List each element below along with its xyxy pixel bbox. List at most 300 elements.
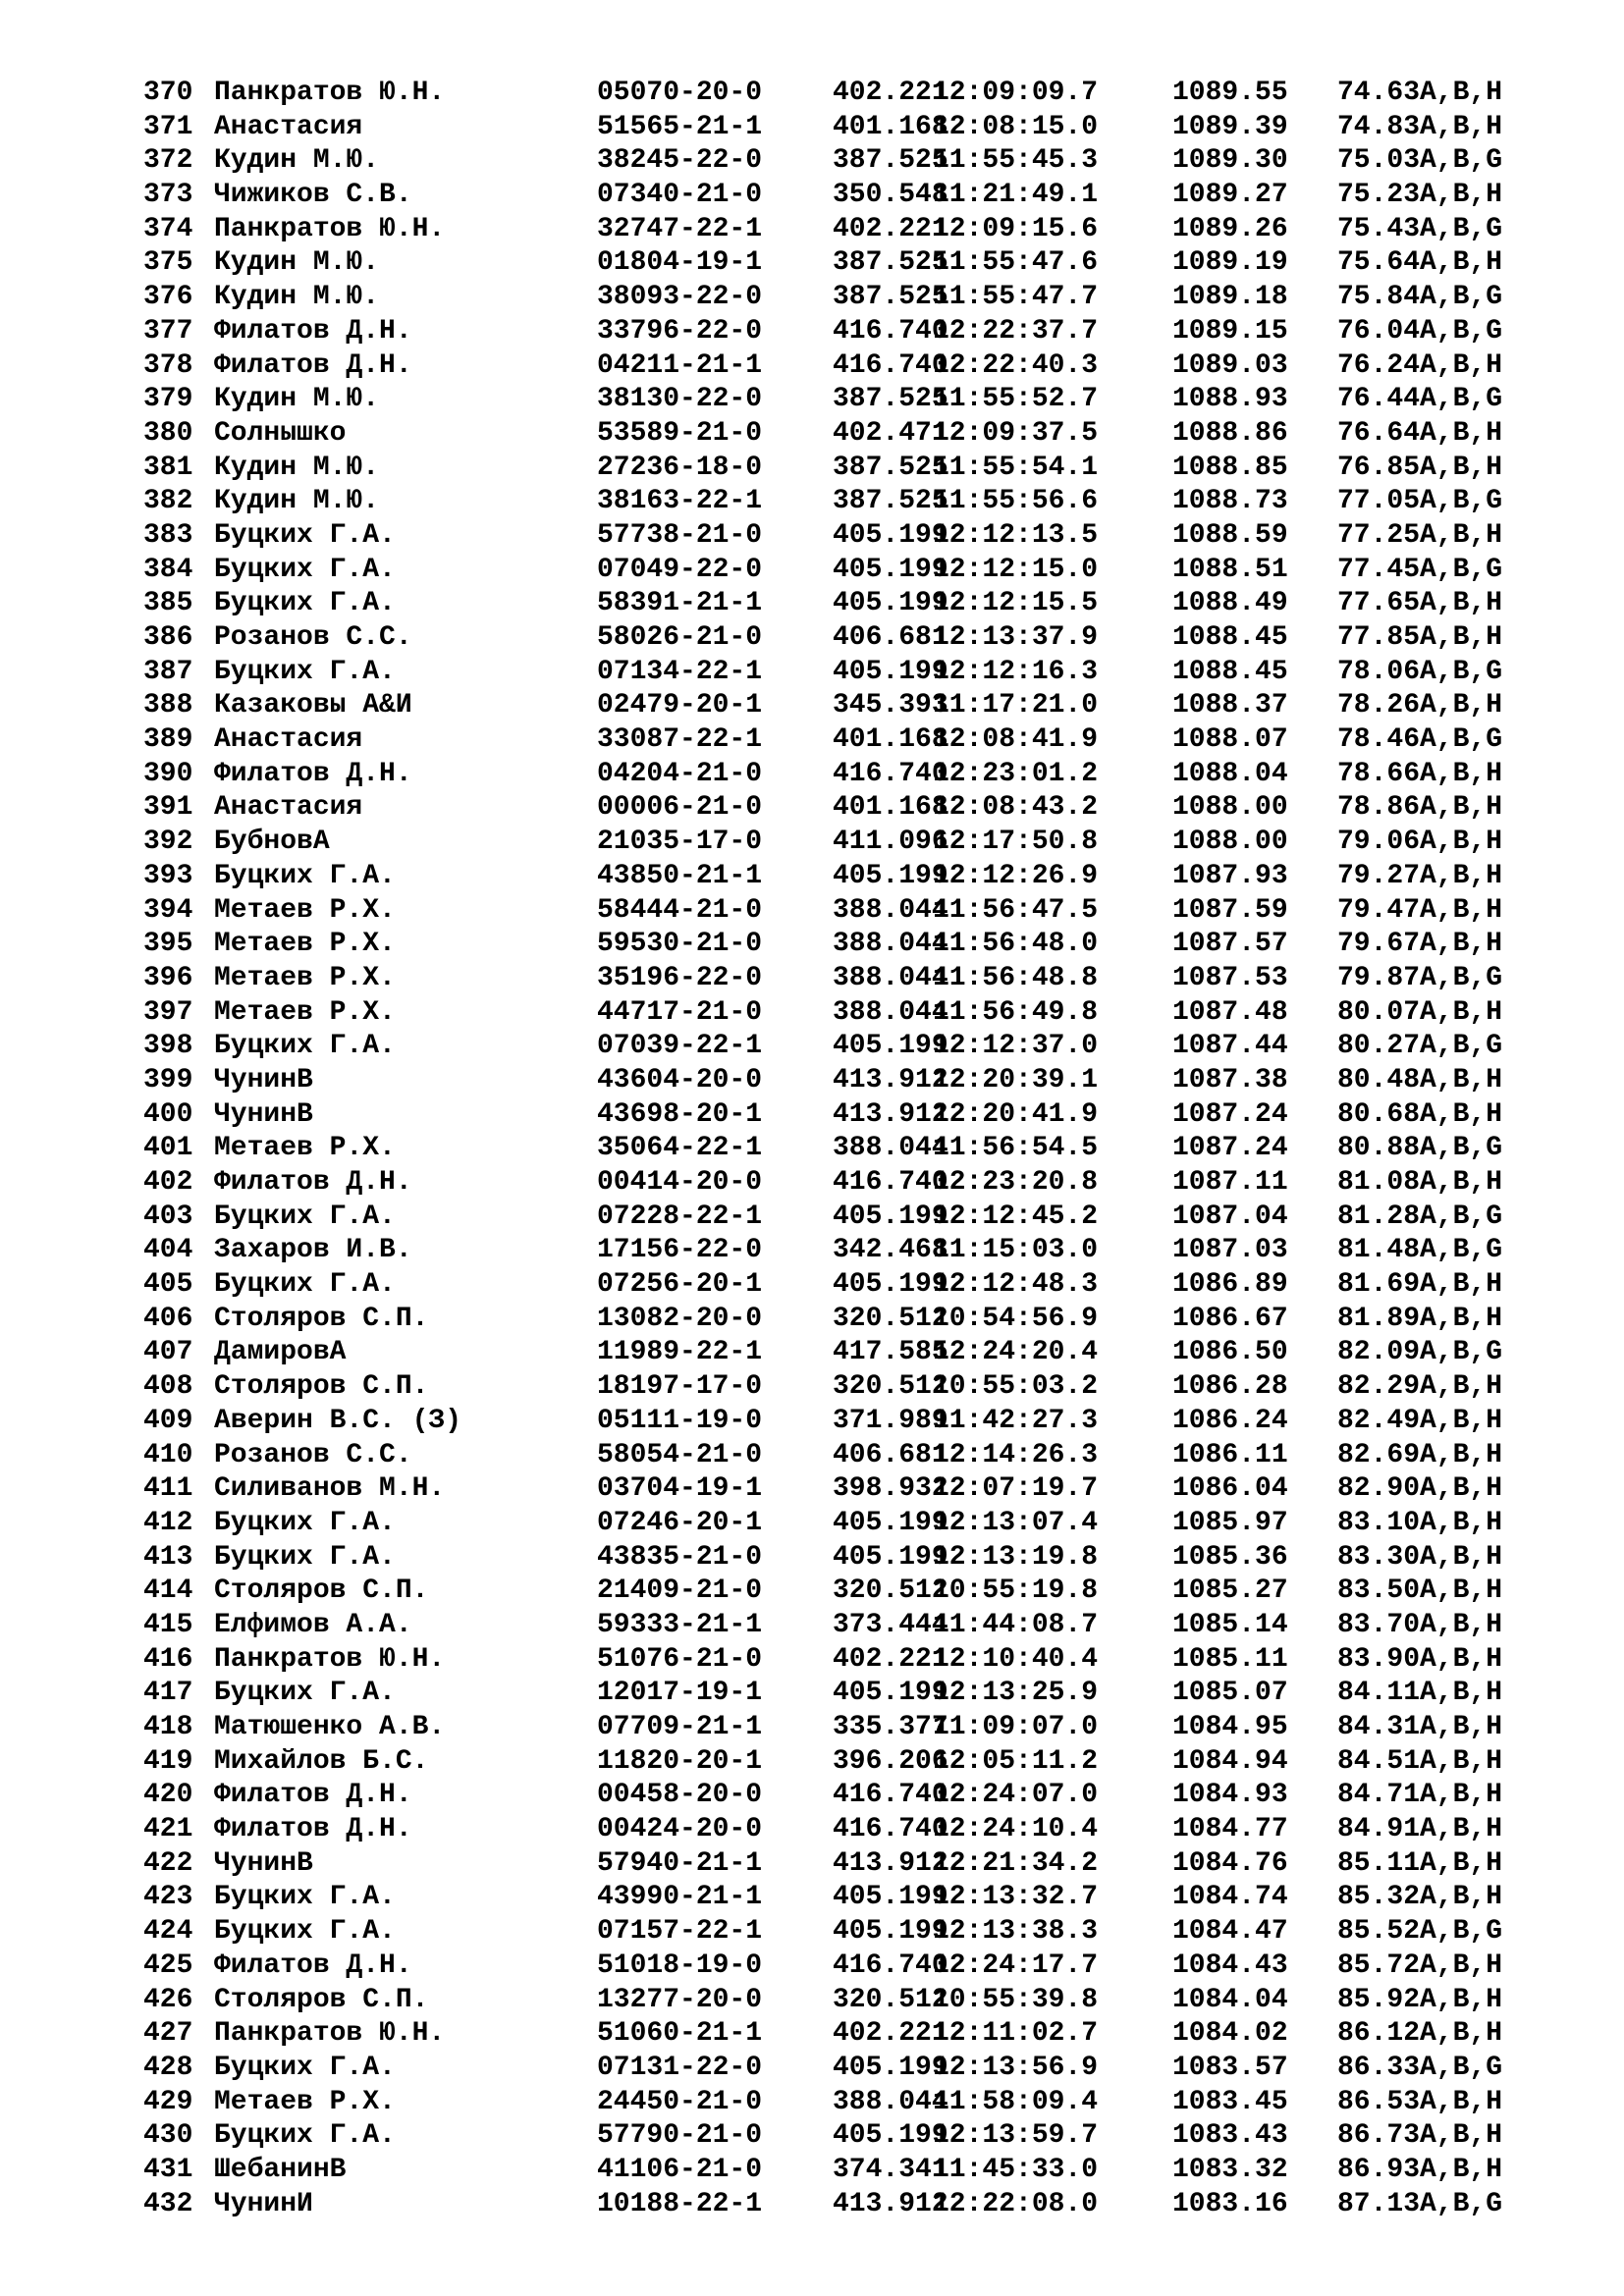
coefficient-cell: 84.51 (1337, 1745, 1421, 1777)
arrival-time-cell: 11:55:45.3 (933, 145, 1099, 177)
ring-number-cell: 57738-21-0 (597, 519, 763, 551)
speed-cell: 1088.85 (1172, 452, 1288, 483)
ring-number-cell: 07256-20-1 (597, 1269, 763, 1301)
coefficient-cell: 87.13 (1337, 2188, 1421, 2219)
speed-cell: 1087.59 (1172, 894, 1288, 926)
result-row (143, 2154, 1557, 2188)
groups-cell: A,B,H (1420, 1745, 1503, 1777)
speed-cell: 1084.43 (1172, 1949, 1288, 1981)
groups-cell: A,B,H (1420, 519, 1503, 551)
result-row (143, 77, 1557, 111)
ring-number-cell: 43604-20-0 (597, 1064, 763, 1095)
coefficient-cell: 86.12 (1337, 2018, 1421, 2050)
arrival-time-cell: 12:22:40.3 (933, 349, 1099, 381)
ring-number-cell: 33796-22-0 (597, 315, 763, 347)
groups-cell: A,B,H (1420, 1098, 1503, 1130)
place-cell: 383 (143, 519, 193, 551)
groups-cell: A,B,G (1420, 145, 1503, 177)
distance-cell: 416.740 (833, 1814, 948, 1845)
result-row (143, 758, 1557, 792)
distance-cell: 388.044 (833, 929, 948, 960)
speed-cell: 1084.76 (1172, 1847, 1288, 1879)
speed-cell: 1089.27 (1172, 180, 1288, 211)
ring-number-cell: 07157-22-1 (597, 1916, 763, 1948)
coefficient-cell: 80.48 (1337, 1064, 1421, 1095)
distance-cell: 373.444 (833, 1609, 948, 1640)
groups-cell: A,B,G (1420, 2188, 1503, 2219)
groups-cell: A,B,H (1420, 860, 1503, 891)
speed-cell: 1088.49 (1172, 588, 1288, 619)
speed-cell: 1087.57 (1172, 929, 1288, 960)
place-cell: 404 (143, 1235, 193, 1266)
groups-cell: A,B,H (1420, 349, 1503, 381)
ring-number-cell: 35196-22-0 (597, 962, 763, 993)
fancier-name-cell: Столяров С.П. (214, 1371, 429, 1403)
result-row (143, 383, 1557, 417)
distance-cell: 388.044 (833, 2086, 948, 2117)
fancier-name-cell: Кудин М.Ю. (214, 486, 380, 517)
fancier-name-cell: Матюшенко А.В. (214, 1712, 446, 1742)
speed-cell: 1084.93 (1172, 1780, 1288, 1811)
fancier-name-cell: Анастасия (214, 724, 363, 756)
fancier-name-cell: Солнышко (214, 417, 347, 449)
ring-number-cell: 33087-22-1 (597, 724, 763, 756)
ring-number-cell: 07340-21-0 (597, 180, 763, 211)
ring-number-cell: 13277-20-0 (597, 1984, 763, 2015)
ring-number-cell: 12017-19-1 (597, 1678, 763, 1709)
groups-cell: A,B,H (1420, 996, 1503, 1028)
speed-cell: 1089.18 (1172, 282, 1288, 313)
ring-number-cell: 43850-21-1 (597, 860, 763, 891)
result-row (143, 111, 1557, 145)
speed-cell: 1086.50 (1172, 1337, 1288, 1368)
arrival-time-cell: 12:13:38.3 (933, 1916, 1099, 1948)
arrival-time-cell: 12:13:19.8 (933, 1541, 1099, 1573)
coefficient-cell: 74.63 (1337, 78, 1421, 108)
arrival-time-cell: 12:13:07.4 (933, 1507, 1099, 1538)
speed-cell: 1084.95 (1172, 1712, 1288, 1742)
distance-cell: 402.221 (833, 78, 948, 108)
distance-cell: 405.199 (833, 1916, 948, 1948)
distance-cell: 416.740 (833, 1167, 948, 1198)
arrival-time-cell: 12:12:26.9 (933, 860, 1099, 891)
arrival-time-cell: 12:12:13.5 (933, 519, 1099, 551)
ring-number-cell: 11989-22-1 (597, 1337, 763, 1368)
fancier-name-cell: Метаев Р.Х. (214, 929, 396, 960)
distance-cell: 416.740 (833, 349, 948, 381)
result-row (143, 860, 1557, 894)
groups-cell: A,B,H (1420, 1814, 1503, 1845)
distance-cell: 416.740 (833, 1780, 948, 1811)
distance-cell: 405.199 (833, 860, 948, 891)
coefficient-cell: 86.53 (1337, 2086, 1421, 2117)
groups-cell: A,B,H (1420, 1882, 1503, 1913)
fancier-name-cell: Михайлов Б.С. (214, 1745, 429, 1777)
place-cell: 371 (143, 111, 193, 142)
fancier-name-cell: Розанов С.С. (214, 1439, 412, 1470)
groups-cell: A,B,H (1420, 894, 1503, 926)
groups-cell: A,B,H (1420, 1949, 1503, 1981)
distance-cell: 413.912 (833, 1847, 948, 1879)
place-cell: 431 (143, 2154, 193, 2185)
result-row (143, 1405, 1557, 1439)
result-row (143, 1984, 1557, 2018)
speed-cell: 1083.45 (1172, 2086, 1288, 2117)
arrival-time-cell: 11:55:54.1 (933, 452, 1099, 483)
groups-cell: A,B,H (1420, 247, 1503, 279)
arrival-time-cell: 12:21:34.2 (933, 1847, 1099, 1879)
place-cell: 425 (143, 1949, 193, 1981)
distance-cell: 320.512 (833, 1984, 948, 2015)
arrival-time-cell: 12:09:37.5 (933, 417, 1099, 449)
place-cell: 422 (143, 1847, 193, 1879)
speed-cell: 1085.97 (1172, 1507, 1288, 1538)
coefficient-cell: 79.47 (1337, 894, 1421, 926)
fancier-name-cell: Метаев Р.Х. (214, 996, 396, 1028)
ring-number-cell: 27236-18-0 (597, 452, 763, 483)
speed-cell: 1089.26 (1172, 213, 1288, 244)
distance-cell: 320.512 (833, 1303, 948, 1334)
groups-cell: A,B,H (1420, 1405, 1503, 1436)
place-cell: 407 (143, 1337, 193, 1368)
distance-cell: 401.168 (833, 792, 948, 824)
coefficient-cell: 75.23 (1337, 180, 1421, 211)
speed-cell: 1083.57 (1172, 2052, 1288, 2083)
groups-cell: A,B,G (1420, 1133, 1503, 1164)
ring-number-cell: 00006-21-0 (597, 792, 763, 824)
groups-cell: A,B,H (1420, 452, 1503, 483)
speed-cell: 1088.00 (1172, 792, 1288, 824)
distance-cell: 398.932 (833, 1473, 948, 1505)
arrival-time-cell: 11:56:47.5 (933, 894, 1099, 926)
coefficient-cell: 76.44 (1337, 384, 1421, 415)
coefficient-cell: 81.89 (1337, 1303, 1421, 1334)
result-row (143, 485, 1557, 519)
place-cell: 424 (143, 1916, 193, 1948)
result-row (143, 144, 1557, 179)
ring-number-cell: 35064-22-1 (597, 1133, 763, 1164)
place-cell: 406 (143, 1303, 193, 1334)
place-cell: 380 (143, 417, 193, 449)
arrival-time-cell: 12:09:09.7 (933, 78, 1099, 108)
fancier-name-cell: Буцких Г.А. (214, 1678, 396, 1709)
fancier-name-cell: Розанов С.С. (214, 622, 412, 653)
result-row (143, 894, 1557, 929)
arrival-time-cell: 12:22:08.0 (933, 2188, 1099, 2219)
result-row (143, 962, 1557, 996)
result-row (143, 1813, 1557, 1847)
result-row (143, 1507, 1557, 1541)
arrival-time-cell: 11:17:21.0 (933, 690, 1099, 721)
fancier-name-cell: ЧунинИ (214, 2188, 313, 2219)
result-row (143, 281, 1557, 315)
speed-cell: 1087.44 (1172, 1031, 1288, 1062)
coefficient-cell: 83.70 (1337, 1609, 1421, 1640)
distance-cell: 405.199 (833, 1269, 948, 1301)
ring-number-cell: 43990-21-1 (597, 1882, 763, 1913)
coefficient-cell: 84.71 (1337, 1780, 1421, 1811)
groups-cell: A,B,G (1420, 1235, 1503, 1266)
ring-number-cell: 05070-20-0 (597, 78, 763, 108)
arrival-time-cell: 11:55:52.7 (933, 384, 1099, 415)
arrival-time-cell: 12:10:40.4 (933, 1643, 1099, 1675)
arrival-time-cell: 12:08:15.0 (933, 111, 1099, 142)
speed-cell: 1087.53 (1172, 962, 1288, 993)
arrival-time-cell: 12:23:20.8 (933, 1167, 1099, 1198)
place-cell: 377 (143, 315, 193, 347)
place-cell: 396 (143, 962, 193, 993)
result-row (143, 452, 1557, 486)
coefficient-cell: 85.11 (1337, 1847, 1421, 1879)
result-row (143, 554, 1557, 588)
arrival-time-cell: 12:24:10.4 (933, 1814, 1099, 1845)
speed-cell: 1086.11 (1172, 1439, 1288, 1470)
result-row (143, 213, 1557, 247)
speed-cell: 1086.04 (1172, 1473, 1288, 1505)
speed-cell: 1088.45 (1172, 656, 1288, 687)
ring-number-cell: 51565-21-1 (597, 111, 763, 142)
ring-number-cell: 24450-21-0 (597, 2086, 763, 2117)
coefficient-cell: 86.33 (1337, 2052, 1421, 2083)
groups-cell: A,B,H (1420, 1507, 1503, 1538)
distance-cell: 413.912 (833, 1064, 948, 1095)
place-cell: 417 (143, 1678, 193, 1709)
distance-cell: 406.681 (833, 1439, 948, 1470)
distance-cell: 416.740 (833, 315, 948, 347)
place-cell: 408 (143, 1371, 193, 1403)
distance-cell: 406.681 (833, 622, 948, 653)
fancier-name-cell: Буцких Г.А. (214, 1201, 396, 1232)
fancier-name-cell: Кудин М.Ю. (214, 384, 380, 415)
groups-cell: A,B,H (1420, 2154, 1503, 2185)
place-cell: 418 (143, 1712, 193, 1742)
place-cell: 427 (143, 2018, 193, 2050)
arrival-time-cell: 12:13:32.7 (933, 1882, 1099, 1913)
fancier-name-cell: Буцких Г.А. (214, 2120, 396, 2152)
groups-cell: A,B,H (1420, 2018, 1503, 2050)
fancier-name-cell: ЧунинВ (214, 1847, 313, 1879)
distance-cell: 388.044 (833, 894, 948, 926)
speed-cell: 1087.11 (1172, 1167, 1288, 1198)
place-cell: 376 (143, 282, 193, 313)
distance-cell: 416.740 (833, 758, 948, 789)
place-cell: 415 (143, 1609, 193, 1640)
arrival-time-cell: 12:12:45.2 (933, 1201, 1099, 1232)
place-cell: 411 (143, 1473, 193, 1505)
distance-cell: 374.341 (833, 2154, 948, 2185)
coefficient-cell: 81.69 (1337, 1269, 1421, 1301)
result-row (143, 1064, 1557, 1098)
distance-cell: 417.585 (833, 1337, 948, 1368)
speed-cell: 1087.93 (1172, 860, 1288, 891)
groups-cell: A,B,G (1420, 724, 1503, 756)
place-cell: 419 (143, 1745, 193, 1777)
result-row (143, 1166, 1557, 1201)
ring-number-cell: 53589-21-0 (597, 417, 763, 449)
arrival-time-cell: 12:17:50.8 (933, 827, 1099, 858)
result-row (143, 1268, 1557, 1303)
result-row (143, 656, 1557, 690)
distance-cell: 371.989 (833, 1405, 948, 1436)
speed-cell: 1084.77 (1172, 1814, 1288, 1845)
distance-cell: 405.199 (833, 1541, 948, 1573)
fancier-name-cell: Столяров С.П. (214, 1984, 429, 2015)
place-cell: 420 (143, 1780, 193, 1811)
groups-cell: A,B,H (1420, 827, 1503, 858)
arrival-time-cell: 12:20:41.9 (933, 1098, 1099, 1130)
fancier-name-cell: Анастасия (214, 111, 363, 142)
distance-cell: 405.199 (833, 656, 948, 687)
speed-cell: 1084.94 (1172, 1745, 1288, 1777)
speed-cell: 1084.02 (1172, 2018, 1288, 2050)
coefficient-cell: 83.10 (1337, 1507, 1421, 1538)
speed-cell: 1086.67 (1172, 1303, 1288, 1334)
fancier-name-cell: Аверин В.С. (З) (214, 1405, 462, 1436)
coefficient-cell: 84.91 (1337, 1814, 1421, 1845)
fancier-name-cell: Буцких Г.А. (214, 2052, 396, 2083)
place-cell: 395 (143, 929, 193, 960)
arrival-time-cell: 12:24:07.0 (933, 1780, 1099, 1811)
result-row (143, 349, 1557, 384)
arrival-time-cell: 11:58:09.4 (933, 2086, 1099, 2117)
fancier-name-cell: Столяров С.П. (214, 1303, 429, 1334)
speed-cell: 1083.16 (1172, 2188, 1288, 2219)
speed-cell: 1088.37 (1172, 690, 1288, 721)
coefficient-cell: 77.45 (1337, 554, 1421, 585)
coefficient-cell: 77.65 (1337, 588, 1421, 619)
coefficient-cell: 86.93 (1337, 2154, 1421, 2185)
result-row (143, 2119, 1557, 2154)
fancier-name-cell: Филатов Д.Н. (214, 1780, 412, 1811)
distance-cell: 388.044 (833, 1133, 948, 1164)
result-row (143, 723, 1557, 758)
groups-cell: A,B,G (1420, 656, 1503, 687)
speed-cell: 1088.45 (1172, 622, 1288, 653)
coefficient-cell: 80.27 (1337, 1031, 1421, 1062)
place-cell: 384 (143, 554, 193, 585)
coefficient-cell: 80.88 (1337, 1133, 1421, 1164)
groups-cell: A,B,H (1420, 78, 1503, 108)
fancier-name-cell: Филатов Д.Н. (214, 1814, 412, 1845)
result-row (143, 1881, 1557, 1915)
distance-cell: 405.199 (833, 2052, 948, 2083)
speed-cell: 1087.48 (1172, 996, 1288, 1028)
groups-cell: A,B,H (1420, 758, 1503, 789)
fancier-name-cell: Буцких Г.А. (214, 519, 396, 551)
groups-cell: A,B,G (1420, 384, 1503, 415)
coefficient-cell: 83.30 (1337, 1541, 1421, 1573)
arrival-time-cell: 12:09:15.6 (933, 213, 1099, 244)
groups-cell: A,B,H (1420, 588, 1503, 619)
speed-cell: 1089.19 (1172, 247, 1288, 279)
ring-number-cell: 59530-21-0 (597, 929, 763, 960)
ring-number-cell: 07709-21-1 (597, 1712, 763, 1742)
distance-cell: 405.199 (833, 1031, 948, 1062)
speed-cell: 1085.14 (1172, 1609, 1288, 1640)
place-cell: 398 (143, 1031, 193, 1062)
coefficient-cell: 85.92 (1337, 1984, 1421, 2015)
groups-cell: A,B,H (1420, 929, 1503, 960)
ring-number-cell: 38245-22-0 (597, 145, 763, 177)
arrival-time-cell: 12:12:15.5 (933, 588, 1099, 619)
place-cell: 382 (143, 486, 193, 517)
place-cell: 399 (143, 1064, 193, 1095)
groups-cell: A,B,H (1420, 1064, 1503, 1095)
place-cell: 370 (143, 78, 193, 108)
coefficient-cell: 75.03 (1337, 145, 1421, 177)
arrival-time-cell: 12:13:56.9 (933, 2052, 1099, 2083)
place-cell: 402 (143, 1167, 193, 1198)
distance-cell: 413.912 (833, 2188, 948, 2219)
result-row (143, 1098, 1557, 1133)
result-row (143, 246, 1557, 281)
coefficient-cell: 80.07 (1337, 996, 1421, 1028)
fancier-name-cell: Панкратов Ю.Н. (214, 2018, 446, 2050)
fancier-name-cell: Панкратов Ю.Н. (214, 1643, 446, 1675)
fancier-name-cell: ЧунинВ (214, 1064, 313, 1095)
arrival-time-cell: 12:07:19.7 (933, 1473, 1099, 1505)
arrival-time-cell: 11:56:49.8 (933, 996, 1099, 1028)
arrival-time-cell: 12:24:20.4 (933, 1337, 1099, 1368)
arrival-time-cell: 11:09:07.0 (933, 1712, 1099, 1742)
speed-cell: 1088.86 (1172, 417, 1288, 449)
arrival-time-cell: 12:13:25.9 (933, 1678, 1099, 1709)
result-row (143, 791, 1557, 826)
groups-cell: A,B,H (1420, 1984, 1503, 2015)
result-row (143, 1370, 1557, 1405)
fancier-name-cell: Буцких Г.А. (214, 860, 396, 891)
distance-cell: 402.221 (833, 1643, 948, 1675)
coefficient-cell: 76.04 (1337, 315, 1421, 347)
groups-cell: A,B,G (1420, 1201, 1503, 1232)
result-row (143, 1847, 1557, 1882)
place-cell: 385 (143, 588, 193, 619)
arrival-time-cell: 11:55:56.6 (933, 486, 1099, 517)
place-cell: 428 (143, 2052, 193, 2083)
coefficient-cell: 80.68 (1337, 1098, 1421, 1130)
distance-cell: 335.377 (833, 1712, 948, 1742)
coefficient-cell: 75.43 (1337, 213, 1421, 244)
result-row (143, 1677, 1557, 1711)
result-row (143, 2017, 1557, 2052)
distance-cell: 405.199 (833, 1678, 948, 1709)
arrival-time-cell: 11:56:54.5 (933, 1133, 1099, 1164)
ring-number-cell: 07134-22-1 (597, 656, 763, 687)
ring-number-cell: 03704-19-1 (597, 1473, 763, 1505)
ring-number-cell: 51018-19-0 (597, 1949, 763, 1981)
fancier-name-cell: Метаев Р.Х. (214, 894, 396, 926)
groups-cell: A,B,H (1420, 622, 1503, 653)
arrival-time-cell: 12:05:11.2 (933, 1745, 1099, 1777)
arrival-time-cell: 12:12:15.0 (933, 554, 1099, 585)
ring-number-cell: 17156-22-0 (597, 1235, 763, 1266)
distance-cell: 401.168 (833, 724, 948, 756)
arrival-time-cell: 11:42:27.3 (933, 1405, 1099, 1436)
ring-number-cell: 59333-21-1 (597, 1609, 763, 1640)
result-row (143, 928, 1557, 962)
coefficient-cell: 77.25 (1337, 519, 1421, 551)
ring-number-cell: 41106-21-0 (597, 2154, 763, 2185)
distance-cell: 405.199 (833, 2120, 948, 2152)
ring-number-cell: 32747-22-1 (597, 213, 763, 244)
groups-cell: A,B,G (1420, 213, 1503, 244)
result-row (143, 1030, 1557, 1064)
fancier-name-cell: Буцких Г.А. (214, 554, 396, 585)
distance-cell: 387.525 (833, 486, 948, 517)
ring-number-cell: 07049-22-0 (597, 554, 763, 585)
arrival-time-cell: 12:08:41.9 (933, 724, 1099, 756)
fancier-name-cell: Панкратов Ю.Н. (214, 78, 446, 108)
